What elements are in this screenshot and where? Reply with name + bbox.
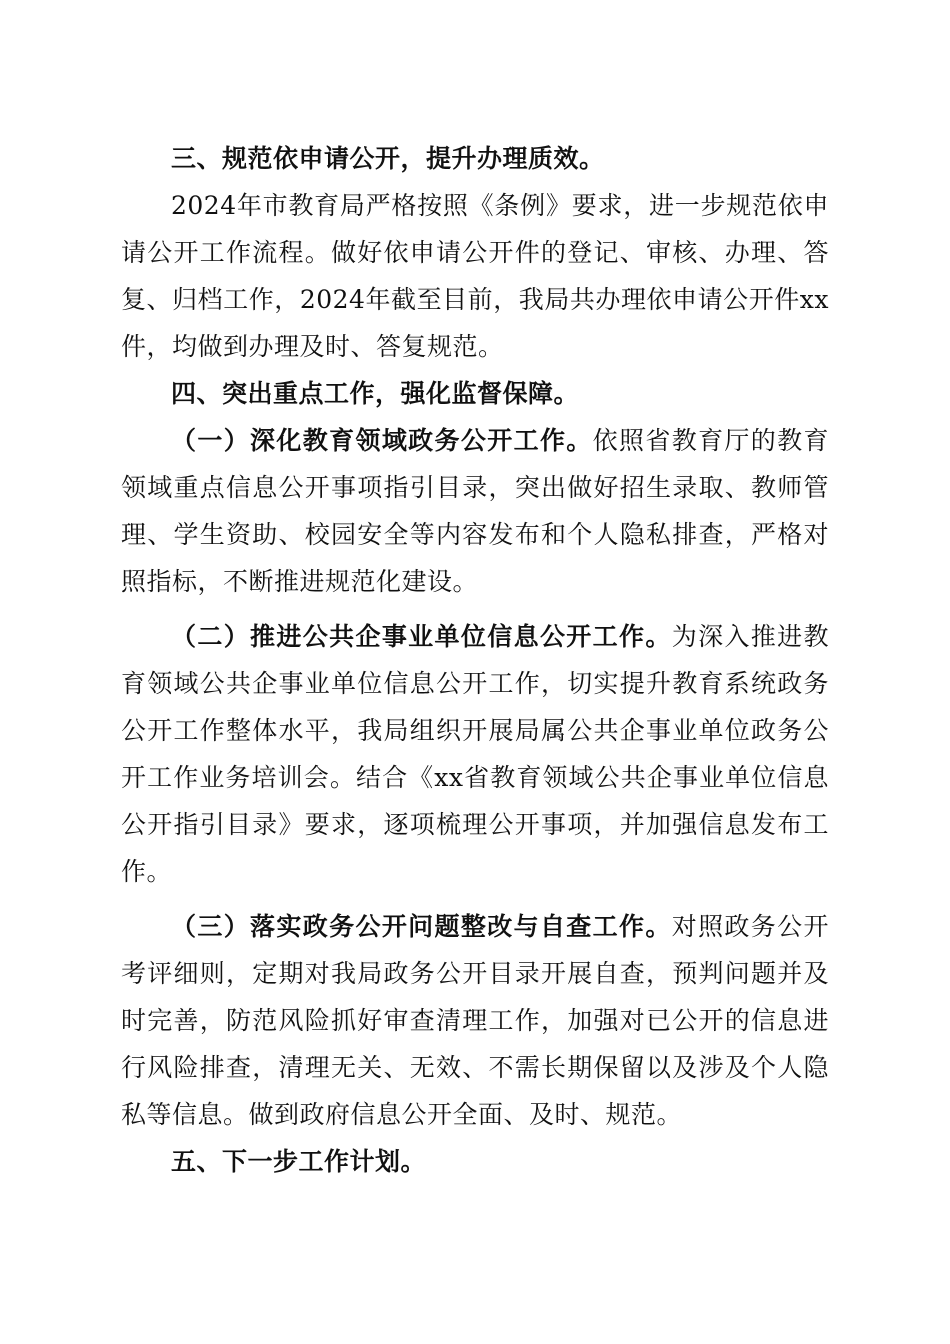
section-3-heading: 三、规范依申请公开，提升办理质效。	[171, 144, 605, 173]
section-4-item-1-body: 依照省教育厅的教育领域重点信息公开事项指引目录，突出做好招生录取、教师管理、学生资助、校园安全等内容发布和个人隐私排查，严格对照指标，不断推进规范化建设。	[121, 426, 829, 596]
section-4-item-3	[121, 903, 829, 1138]
section-4-item-2-title: （二）推进公共企事业单位信息公开工作。	[171, 622, 672, 651]
section-4-item-2	[121, 613, 829, 895]
section-4-item-3-title: （三）落实政务公开问题整改与自查工作。	[171, 912, 672, 941]
section-4-item-2-body: 为深入推进教育领域公共企事业单位信息公开工作，切实提升教育系统政务公开工作整体水平，我局组织开展局属公共企事业单位政务公开工作业务培训会。结合《xx省教育领域公共企事业单位信息公开指引目录》要求，逐项梳理公开事项，并加强信息发布工作。	[121, 622, 829, 886]
document-body	[121, 135, 829, 1185]
section-3-paragraph: 2024年市教育局严格按照《条例》要求，进一步规范依申请公开工作流程。做好依申请公开件的登记、审核、办理、答复、归档工作，2024年截至目前，我局共办理依申请公开件xx件，均做到办理及时、答复规范。	[121, 191, 829, 361]
section-4-item-1	[121, 417, 829, 605]
section-4-item-1-title: （一）深化教育领域政务公开工作。	[171, 426, 593, 455]
section-5-heading: 五、下一步工作计划。	[171, 1147, 427, 1176]
section-4-heading: 四、突出重点工作，强化监督保障。	[171, 379, 580, 408]
section-4-item-3-body: 对照政务公开考评细则，定期对我局政务公开目录开展自查，预判问题并及时完善，防范风险抓好审查清理工作，加强对已公开的信息进行风险排查，清理无关、无效、不需长期保留以及涉及个人隐私等信息。做到政府信息公开全面、及时、规范。	[121, 912, 829, 1129]
